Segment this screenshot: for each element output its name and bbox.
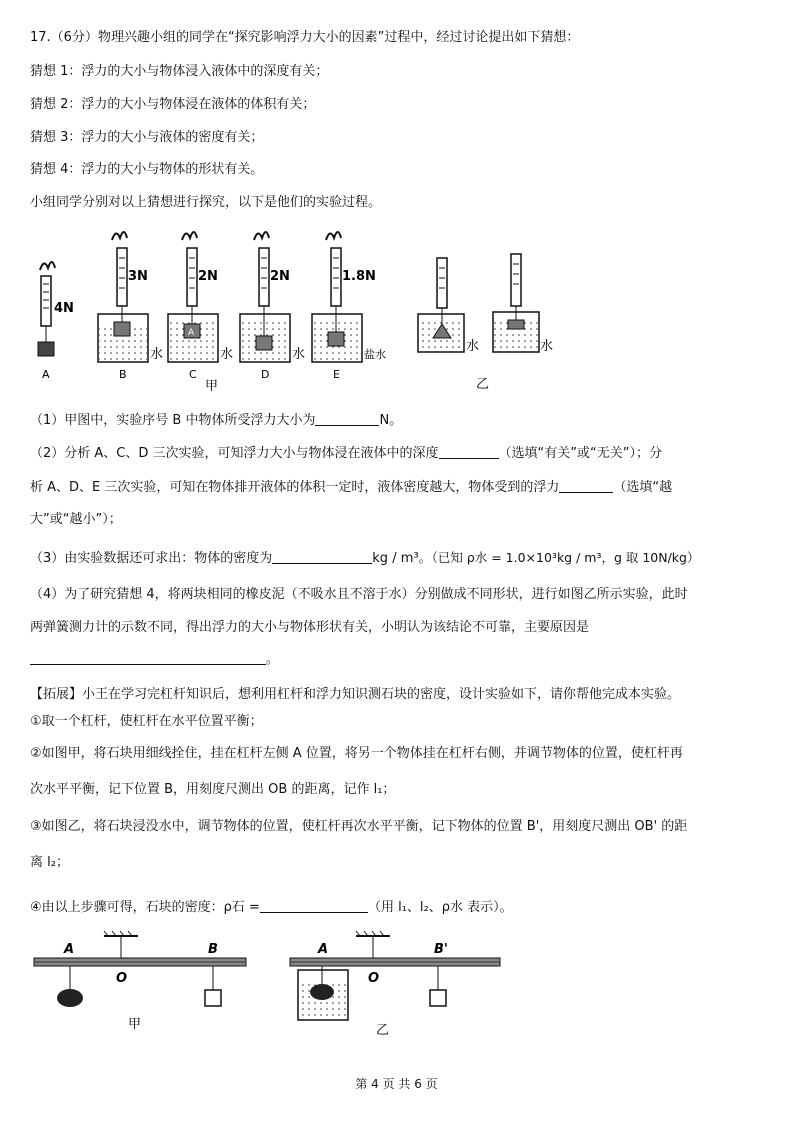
reading-d: 2N: [270, 269, 290, 284]
part-4-line-1: （4）为了研究猜想 4，将两块相同的橡皮泥（不吸水且不溶于水）分别做成不同形状，进行如图乙所示实验，此时: [30, 587, 688, 602]
extension-step-2b: 次水平平衡，记下位置 B，用刻度尺测出 OB 的距离，记作 l₁；: [30, 782, 396, 797]
part-3-text: （3）由实验数据还可求出：物体的密度为: [30, 551, 273, 566]
lever-yi: [290, 931, 500, 1038]
reading-e: 1.8N: [342, 269, 376, 284]
part-2-line-1: [30, 444, 662, 464]
label-c: C: [189, 368, 197, 381]
liquid-c: 水: [220, 347, 234, 362]
lever-jia-pivot-o: O: [116, 971, 128, 986]
label-b: B: [119, 368, 127, 381]
guess-2: 猜想 2：浮力的大小与物体浸在液体的体积有关；: [30, 97, 316, 112]
reading-a: 4N: [54, 301, 74, 316]
part-2-line-3: 大”或“越小”）；: [30, 512, 122, 527]
part-1-text: （1）甲图中，实验序号 B 中物体所受浮力大小为: [30, 413, 316, 428]
guess-4: 猜想 4：浮力的大小与物体的形状有关。: [30, 162, 264, 177]
guess-1: 猜想 1：浮力的大小与物体浸入液体中的深度有关；: [30, 64, 329, 79]
label-e: E: [333, 368, 340, 381]
label-a: A: [42, 368, 50, 381]
lever-jia-caption: 甲: [128, 1017, 142, 1032]
caption-yi: 乙: [476, 377, 490, 392]
yi-liquid-2: 水: [540, 339, 554, 354]
part-2-blank-2[interactable]: [559, 478, 613, 493]
part-1-unit: N。: [379, 413, 403, 428]
part-1-blank[interactable]: [315, 411, 379, 426]
caption-jia: 甲: [205, 379, 219, 394]
setup-d: [240, 232, 305, 381]
step-4-hint: （用 l₁、l₂、ρ水 表示）。: [367, 900, 513, 915]
extension-step-4: [30, 898, 513, 918]
part-4-answer: [30, 650, 279, 670]
extension-step-2a: ②如图甲，将石块用细线拴住，挂在杠杆左侧 A 位置，将另一个物体挂在杠杆右侧，并调节物体的位置，使杠杆再: [30, 746, 683, 761]
question-header: 17.（6分）物理兴趣小组的同学在“探究影响浮力大小的因素”过程中，经过讨论提出如下猜想：: [30, 30, 580, 45]
liquid-e: 盐水: [364, 348, 386, 361]
step-4-text: ④由以上步骤可得，石块的密度：ρ石 =: [30, 900, 260, 915]
liquid-d: 水: [292, 347, 306, 362]
lever-jia-point-a: A: [64, 942, 75, 957]
setup-e: [312, 232, 386, 381]
lever-yi-point-a: A: [318, 942, 329, 957]
part-3-unit: kg / m³。: [372, 551, 432, 566]
setup-a: [38, 262, 74, 381]
part-3-blank[interactable]: [272, 549, 372, 564]
page-footer: 第 4 页 共 6 页: [355, 1077, 438, 1091]
part-3-note: （已知 ρ水 = 1.0×10³kg / m³，g 取 10N/kg）: [431, 550, 700, 565]
buoyancy-experiment-figure: [0, 218, 793, 398]
part-3: [30, 548, 699, 569]
setup-yi-2: [493, 254, 553, 354]
part-2-text-b: 析 A、D、E 三次实验，可知在物体排开液体的体积一定时，液体密度越大，物体受到的浮力: [30, 480, 560, 495]
question-intro: 小组同学分别对以上猜想进行探究，以下是他们的实验过程。: [30, 195, 382, 210]
lever-jia-point-b: B: [208, 942, 218, 957]
part-2-choice-b: （选填“越: [613, 480, 673, 495]
part-2-text-a: （2）分析 A、C、D 三次实验，可知浮力大小与物体浸在液体中的深度: [30, 446, 439, 461]
label-d: D: [261, 368, 270, 381]
part-2-choice-a: （选填“有关”或“无关”）；分: [498, 446, 662, 461]
reading-c: 2N: [198, 269, 218, 284]
part-4-end: 。: [266, 652, 280, 667]
extension-title: 【拓展】小王在学习完杠杆知识后，想利用杠杆和浮力知识测石块的密度，设计实验如下，请你帮他完成本实验。: [30, 687, 681, 702]
object-letter-c: A: [188, 328, 195, 338]
lever-jia: [34, 931, 246, 1032]
part-4-line-2: 两弹簧测力计的示数不同，得出浮力的大小与物体形状有关，小明认为该结论不可靠，主要原因是: [30, 620, 590, 635]
yi-liquid-1: 水: [466, 339, 480, 354]
part-1: [30, 411, 402, 431]
setup-c: [168, 232, 233, 381]
guess-3: 猜想 3：浮力的大小与液体的密度有关；: [30, 130, 264, 145]
lever-yi-pivot-o: O: [368, 971, 380, 986]
part-4-blank[interactable]: [30, 650, 266, 665]
extension-step-1: ①取一个杠杆，使杠杆在水平位置平衡；: [30, 714, 263, 729]
liquid-b: 水: [150, 347, 164, 362]
extension-step-3b: 离 l₂；: [30, 855, 69, 870]
part-2-line-2: [30, 478, 672, 498]
step-4-blank[interactable]: [260, 898, 368, 913]
setup-yi-1: [418, 258, 479, 354]
reading-b: 3N: [128, 269, 148, 284]
extension-step-3a: ③如图乙，将石块浸没水中，调节物体的位置，使杠杆再次水平平衡，记下物体的位置 B'，用刻度尺测出 OB' 的距: [30, 819, 688, 834]
part-2-blank-1[interactable]: [439, 444, 499, 459]
lever-yi-point-b: B': [434, 942, 448, 957]
lever-yi-caption: 乙: [376, 1023, 390, 1038]
lever-figure: [0, 928, 793, 1053]
setup-b: [98, 232, 163, 381]
